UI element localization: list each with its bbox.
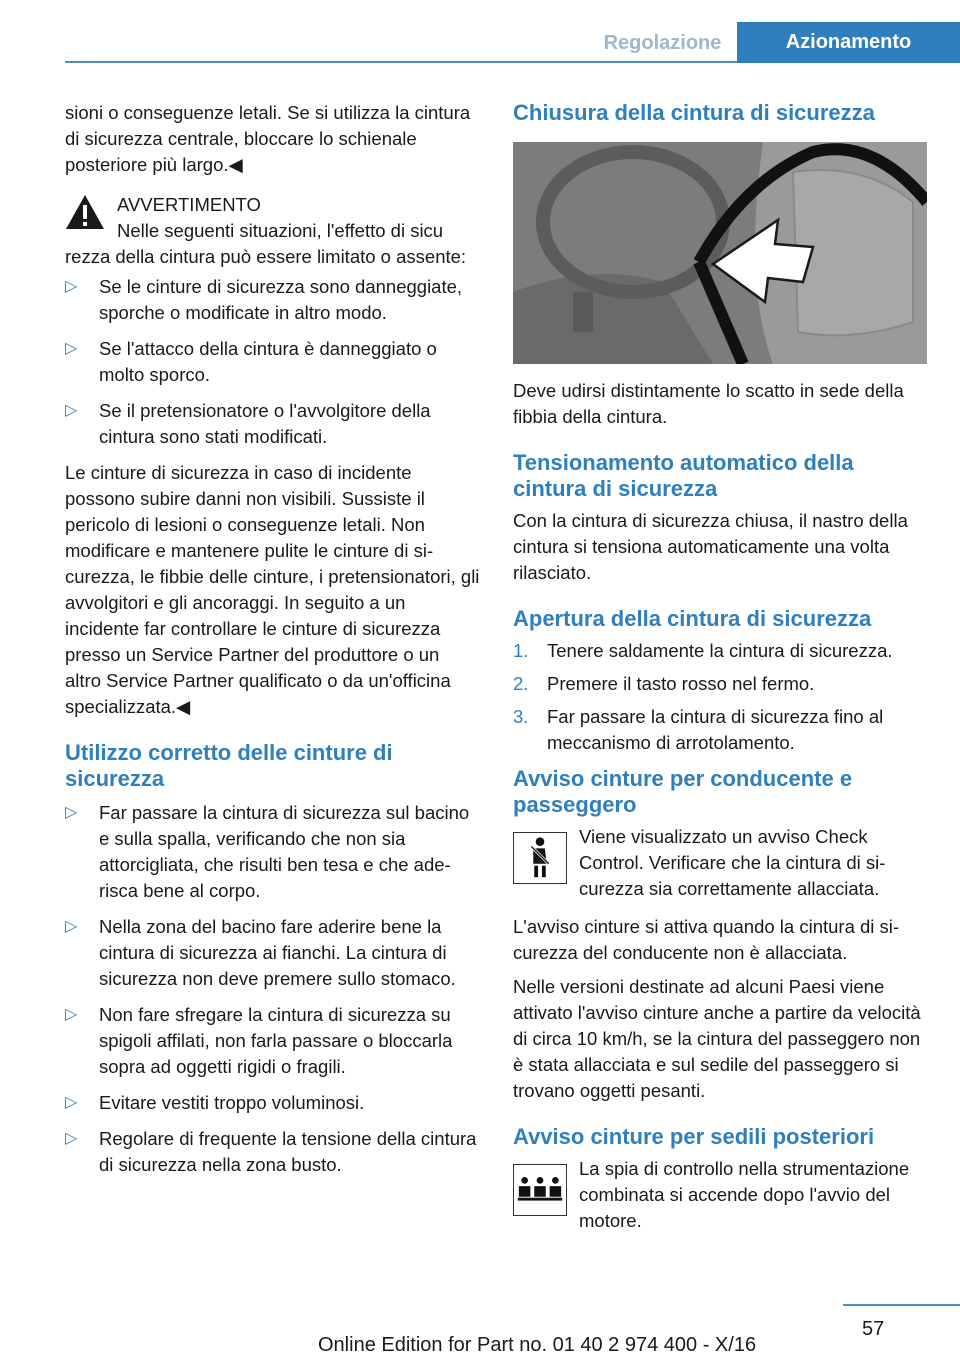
driver-icon-text: Viene visualizzato un avviso Check Control. Verificare che la cintura di sicurezza sia correttamente allacciata. — [579, 826, 886, 899]
opening-steps — [513, 638, 933, 756]
driver-paragraph-2: Nelle versioni destinate ad alcuni Paesi viene attivato l'avviso cinture anche a partire da velocità di circa 10 km/h, se la cintura del passeggero non è stata allacciata e sul sedile del passeggero si trovano oggetti pesanti. — [513, 976, 921, 1101]
list-item: 3. Far passare la cintura di sicurezza fino al meccanismo di arrotolamento. — [513, 706, 884, 753]
triangle-bullet-icon: ▷ — [65, 918, 78, 935]
list-item: 2. Premere il tasto rosso nel fermo. — [513, 673, 815, 694]
warning-first-line: Nelle seguenti situazioni, l'effetto di sicu — [117, 220, 444, 241]
list-item: ▷ Non fare sfregare la cintura di sicurezza su spigoli affilati, non farla passare o bloccarla sopra ad oggetti rigidi o fragili. — [65, 1004, 453, 1077]
list-item: 1. Tenere saldamente la cintura di sicurezza. — [513, 640, 893, 661]
section-heading-tension: Tensionamento automatico della cintura di sicurezza — [513, 450, 854, 501]
edition-note: Online Edition for Part no. 01 40 2 974 400 - X/16 — [318, 1334, 757, 1356]
page-number: 57 — [862, 1318, 885, 1340]
rear-warning-block — [513, 1156, 933, 1234]
list-item: ▷ Evitare vestiti troppo voluminosi. — [65, 1090, 480, 1116]
triangle-bullet-icon: ▷ — [65, 1130, 78, 1147]
list-item: ▷ Se l'attacco della cintura è danneggiato o molto sporco. — [65, 338, 437, 385]
section-heading-driver: Avviso cinture per conducente e passeggero — [513, 766, 853, 817]
driver-warning-block — [513, 824, 933, 902]
tab-regolazione[interactable]: Regolazione — [603, 32, 722, 54]
rear-icon-text: La spia di controllo nella strumentazione combinata si accende dopo l'avvio del motore. — [579, 1158, 910, 1231]
warning-closing: Le cinture di sicurezza in caso di incidente possono subire danni non visibili. Sussiste il pericolo di lesioni o conseguenze letali. Non modificare e mantenere pulite le cinture di sicurezza, le fibbie delle cinture, i pretensionatori, gli avvolgitori e gli ancoraggi. In seguito a un incidente far controllare le cinture di sicurezza presso un Service Partner del produttore o un altro Service Partner qualificato o da un'officina specializzata.◀ — [65, 462, 480, 717]
rear-seatbelt-icon — [513, 1164, 567, 1216]
triangle-bullet-icon: ▷ — [65, 340, 78, 357]
seatbelt-photo — [513, 142, 927, 364]
section-heading-closing: Chiusura della cintura di sicurezza — [513, 100, 875, 125]
footer-rule — [843, 1304, 960, 1306]
triangle-bullet-icon: ▷ — [65, 1006, 78, 1023]
list-item: ▷ Nella zona del bacino fare aderire bene la cintura di sicurezza ai fianchi. La cintura di sicurezza non deve premere sullo stomaco. — [65, 916, 456, 989]
triangle-bullet-icon: ▷ — [65, 804, 78, 821]
section-heading-usage: Utilizzo corretto delle cinture di sicurezza — [65, 740, 393, 791]
seatbelt-warning-icon — [513, 832, 567, 884]
tension-text: Con la cintura di sicurezza chiusa, il nastro della cintura si tensiona automaticamente una volta rilasciato. — [513, 510, 908, 583]
section-heading-opening: Apertura della cintura di sicurezza — [513, 606, 872, 631]
list-item: ▷ Se le cinture di sicurezza sono danneggiate, sporche o modificate in altro modo. — [65, 276, 463, 323]
warning-list — [65, 274, 480, 450]
closing-text: Deve udirsi distintamente lo scatto in sede della fibbia della cintura. — [513, 380, 904, 427]
list-item: ▷ Se il pretensionatore o l'avvolgitore della cintura sono stati modificati. — [65, 400, 431, 447]
section-heading-rear: Avviso cinture per sedili posteriori — [513, 1124, 875, 1149]
driver-paragraph-1: L'avviso cinture si attiva quando la cintura di sicurezza del conducente non è allacciata. — [513, 916, 900, 963]
warning-title: AVVERTIMENTO — [117, 194, 261, 215]
list-item: ▷ Far passare la cintura di sicurezza sul bacino e sulla spalla, verificando che non sia attorcigliata, che risulti ben tesa e che aderisca bene al corpo. — [65, 802, 470, 901]
list-item: ▷ Regolare di frequente la tensione della cintura di sicurezza nella zona busto. — [65, 1128, 477, 1175]
intro-paragraph: sioni o conseguenze letali. Se si utilizza la cintura di sicurezza centrale, bloccare lo schienale posteriore più largo.◀ — [65, 102, 471, 175]
warning-body: rezza della cintura può essere limitato o assente: — [65, 246, 467, 267]
triangle-bullet-icon: ▷ — [65, 278, 78, 295]
triangle-bullet-icon: ▷ — [65, 402, 78, 419]
triangle-bullet-icon: ▷ — [65, 1094, 78, 1111]
usage-list — [65, 800, 480, 1178]
left-column — [65, 100, 480, 1188]
warning-icon — [65, 194, 105, 230]
tab-azionamento[interactable]: Azionamento — [737, 22, 960, 63]
warning-block — [65, 192, 480, 270]
right-column — [513, 100, 933, 1246]
